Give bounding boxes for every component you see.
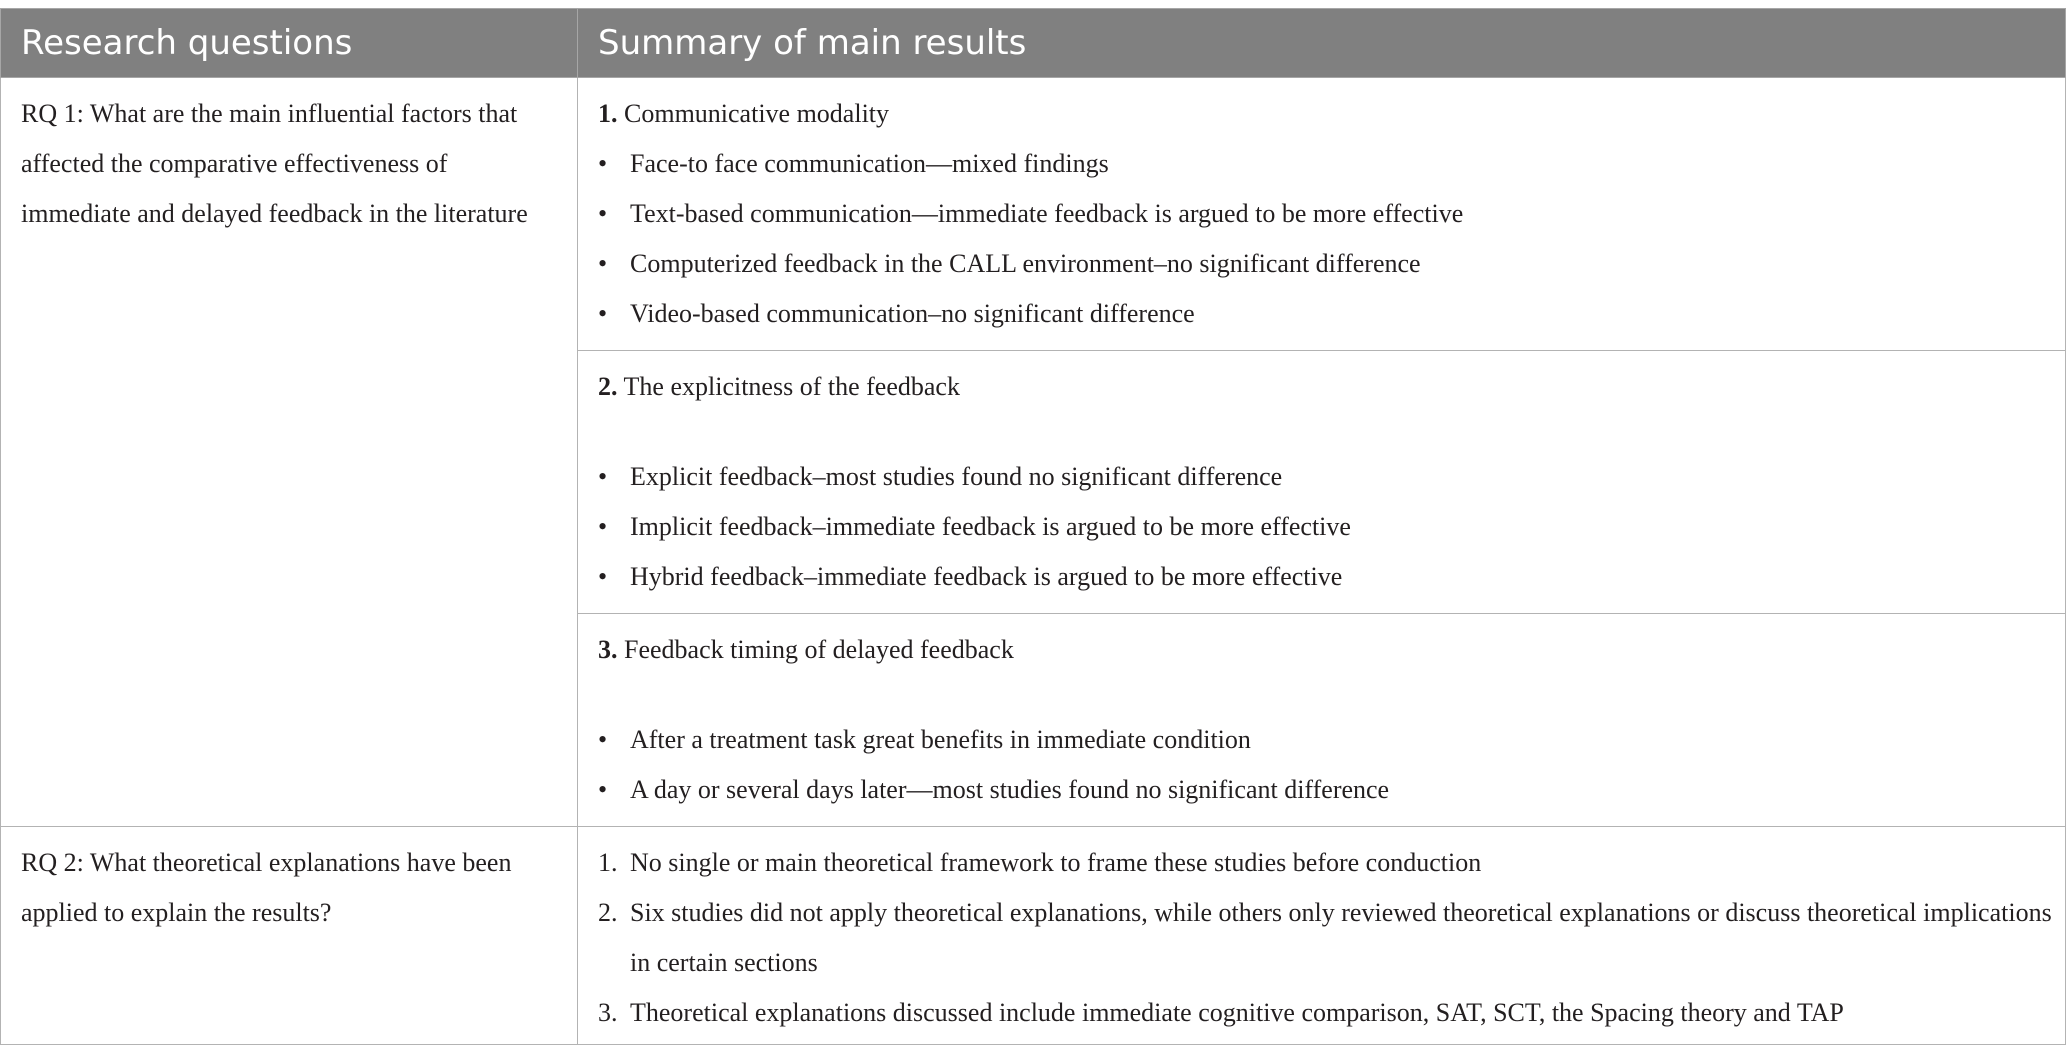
list-item: • A day or several days later—most studies found no significant difference (598, 765, 2065, 815)
rq1-cell (1, 78, 578, 827)
factor-heading (598, 362, 2065, 412)
item-text: Theoretical explanations discussed include immediate cognitive comparison, SAT, SCT, the Spacing theory and TAP (630, 998, 1844, 1027)
item-number: 2. (598, 898, 618, 927)
factor-heading (598, 89, 2065, 139)
header-row (1, 9, 2066, 78)
factor-title: The explicitness of the feedback (623, 372, 960, 401)
factor-number: 3. (598, 635, 618, 664)
header-research-questions: Research questions (1, 9, 578, 78)
results-table (0, 8, 2066, 1045)
list-item: • Video-based communication–no significant difference (598, 289, 2065, 339)
table-row (1, 78, 2066, 351)
factor-title: Feedback timing of delayed feedback (624, 635, 1014, 664)
list-item (598, 988, 2065, 1038)
list-item (598, 888, 2065, 988)
list-item: • Face-to face communication—mixed findings (598, 139, 2065, 189)
factor-title: Communicative modality (624, 99, 890, 128)
rq2-question: RQ 2: What theoretical explanations have been applied to explain the results? (21, 848, 512, 927)
list-item: • Implicit feedback–immediate feedback is argued to be more effective (598, 502, 2065, 552)
list-item: • After a treatment task great benefits in immediate condition (598, 715, 2065, 765)
factor-cell (578, 351, 2066, 614)
list-item: • Hybrid feedback–immediate feedback is argued to be more effective (598, 552, 2065, 602)
factor-cell (578, 614, 2066, 827)
rq2-cell (1, 827, 578, 1045)
header-summary-results: Summary of main results (578, 9, 2066, 78)
item-number: 3. (598, 998, 618, 1027)
list-item: • Explicit feedback–most studies found no significant difference (598, 452, 2065, 502)
factor-list (598, 715, 2065, 815)
list-item: • Computerized feedback in the CALL environment–no significant difference (598, 239, 2065, 289)
list-item: • Text-based communication—immediate feedback is argued to be more effective (598, 189, 2065, 239)
factor-heading (598, 625, 2065, 675)
item-text: No single or main theoretical framework to frame these studies before conduction (630, 848, 1482, 877)
factor-list (598, 139, 2065, 339)
factor-list (598, 452, 2065, 602)
table-row (1, 827, 2066, 1045)
factor-number: 1. (598, 99, 618, 128)
rq1-question: RQ 1: What are the main influential factors that affected the comparative effectiveness of immediate and delayed feedback in the literature (21, 99, 528, 228)
item-text: Six studies did not apply theoretical explanations, while others only reviewed theoretical explanations or discuss theoretical implications in certain sections (630, 898, 2052, 977)
rq2-results-cell (578, 827, 2066, 1045)
item-number: 1. (598, 848, 618, 877)
factor-cell (578, 78, 2066, 351)
list-item (598, 838, 2065, 888)
factor-number: 2. (598, 372, 618, 401)
rq2-list (598, 838, 2065, 1038)
